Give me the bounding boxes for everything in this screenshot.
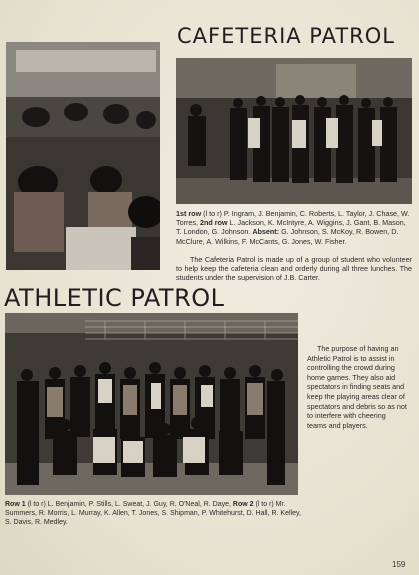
athletic-patrol-description: The purpose of having an Athletic Patrol is to assist in controlling the crowd during home games. They also aid spectators in finding seats and keep the playing areas clear of spectators and debris so as not to interfere with cheering teams and players. — [307, 344, 407, 430]
athletic-patrol-group-photo — [5, 313, 298, 495]
cafeteria-patrol-group-photo — [176, 58, 412, 204]
roster-absent-label: Absent: — [252, 227, 280, 237]
cafeteria-patrol-description: The Cafeteria Patrol is made up of a group of student who volunteer to help keep the cafeteria clean and orderly during all three lunches. The students under the supervision of J.B. Carter. — [176, 255, 412, 283]
athletic-row2-names: (l to r) Mr. Summers, R. Morris, L. Murray, K. Allen, T. Jones, S. Shipman, P. Whitehurst, D. Hall, R. Kelley, S. Davis, R. Medley. — [5, 501, 301, 526]
cafeteria-lunch-photo — [6, 42, 160, 270]
athletic-row1-label: Row 1 — [5, 501, 26, 508]
roster-row2-label: 2nd row — [199, 218, 228, 228]
cafeteria-patrol-heading: CAFETERIA PATROL — [177, 24, 396, 48]
roster-row2-names: L. Jackson, K. McIntyre, A. Wiggins, J. Gant, B. Mason, T. London, G. Johnson. — [176, 218, 406, 237]
roster-row1-label: 1st row — [176, 209, 202, 218]
roster-absent-names: G. Johnson, S. McKoy, R. Bowen, D. McClure, A. Wilkins, F. McCants, G. Jones, W. Fisher. — [176, 227, 399, 246]
athletic-row2-label: Row 2 — [232, 501, 254, 508]
page-number: 159 — [392, 560, 406, 569]
athletic-patrol-heading: ATHLETIC PATROL — [4, 284, 225, 312]
roster-row1-names: (l to r) P. Ingram, J. Benjamin, C. Roberts, L. Taylor, J. Chase, W. Torres, — [176, 209, 410, 228]
cafeteria-patrol-roster — [176, 209, 412, 246]
athletic-row1-names: (l to r) L. Benjamin, P. Stills, L. Sweat, J. Guy, R. O'Neal, R. Daye, — [25, 501, 233, 508]
athletic-patrol-roster — [5, 500, 305, 527]
